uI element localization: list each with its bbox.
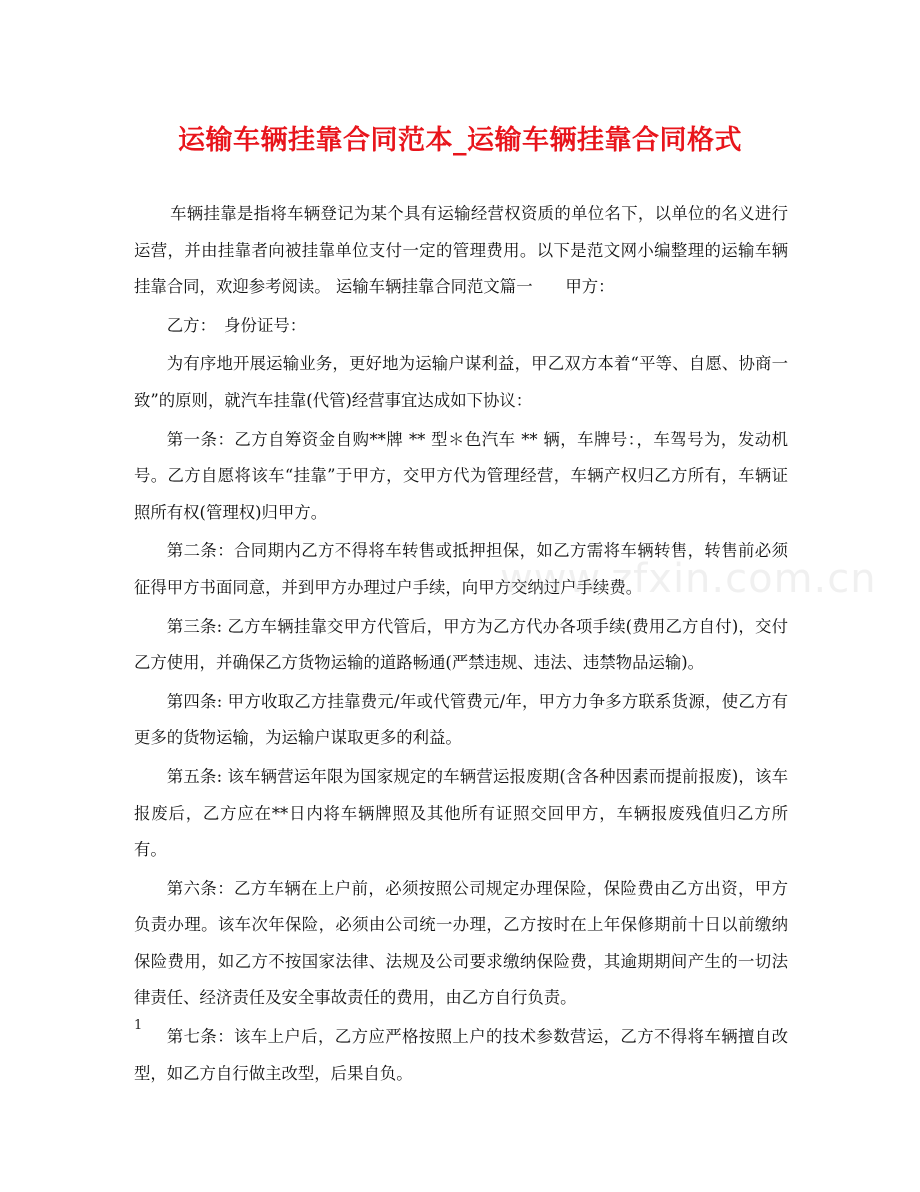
paragraph-article-6: 第六条：乙方车辆在上户前，必须按照公司规定办理保险，保险费由乙方出资，甲方负责办理。该车次年保险，必须由公司统一办理，乙方按时在上年保修期前十日以前缴纳保险费用，如乙方不按国家法律、法规及公司要求缴纳保险费，其逾期期间产生的一切法律责任、经济责任及安全事故责任的费用，由乙方自行负责。 (134, 878, 788, 1008)
paragraph-intro: 车辆挂靠是指将车辆登记为某个具有运输经营权资质的单位名下，以单位的名义进行运营，并由挂靠者向被挂靠单位支付一定的管理费用。以下是范文网小编整理的运输车辆挂靠合同，欢迎参考阅读。 运输车辆挂靠合同范文篇一 甲方： (134, 204, 788, 297)
paragraph-article-2: 第二条：合同期内乙方不得将车转售或抵押担保，如乙方需将车辆转售，转售前必须征得甲方书面同意，并到甲方办理过户手续，向甲方交纳过户手续费。 (134, 541, 788, 597)
paragraph-article-1: 第一条：乙方自筹资金自购**牌 ** 型＊色汽车 ** 辆，车牌号：，车驾号为，发动机号。乙方自愿将该车“挂靠”于甲方，交甲方代为管理经营，车辆产权归乙方所有，车辆证照所有权(管理权)归甲方。 (134, 429, 788, 522)
paragraph-article-5: 第五条: 该车辆营运年限为国家规定的车辆营运报废期(含各种因素而提前报废)，该车报废后，乙方应在**日内将车辆牌照及其他所有证照交回甲方，车辆报废残值归乙方所有。 (134, 766, 788, 860)
document-title: 运输车辆挂靠合同范本_运输车辆挂靠合同格式 (178, 125, 742, 156)
paragraph-preamble: 为有序地开展运输业务，更好地为运输户谋利益，甲乙双方本着“平等、自愿、协商一致”的原则，就汽车挂靠(代管)经营事宜达成如下协议： (134, 354, 788, 410)
paragraph-article-3: 第三条: 乙方车辆挂靠交甲方代管后，甲方为乙方代办各项手续(费用乙方自付)，交付乙方使用，并确保乙方货物运输的道路畅通(严禁违规、违法、违禁物品运输)。 (134, 616, 788, 673)
watermark: www.zfxin.com.cn (500, 556, 877, 602)
document-body (134, 196, 788, 1094)
page-number: 1 (134, 1018, 143, 1033)
paragraph-article-4: 第四条: 甲方收取乙方挂靠费元/年或代管费元/年，甲方力争多方联系货源，使乙方有更多的货物运输，为运输户谋取更多的利益。 (134, 691, 788, 748)
paragraph-article-7: 第七条：该车上户后，乙方应严格按照上户的技术参数营运，乙方不得将车辆擅自改型，如乙方自行做主改型，后果自负。 (134, 1027, 788, 1083)
paragraph-party-b: 乙方： 身份证号： (166, 315, 307, 335)
